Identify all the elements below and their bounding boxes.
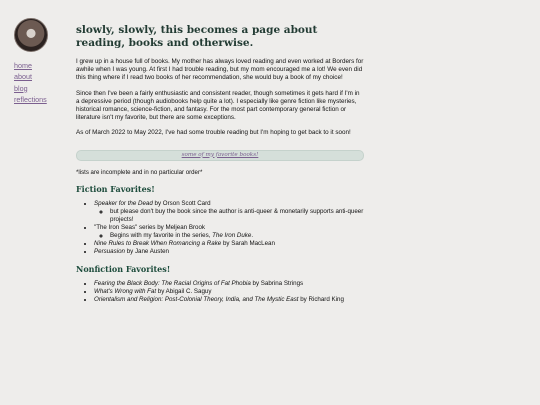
book-author: by Sarah MacLean [221,240,275,248]
list-item [94,280,364,288]
intro-paragraph: I grew up in a house full of books. My mother has always loved reading and even worked at Borders for awhile when I was young. At first I had trouble reading, but my mom encouraged me a lot! We even did this thing where if I read two books of her recommendation, she would buy a book of my choice! [76,58,364,82]
sub-list [94,208,364,224]
sub-list-item [110,232,364,240]
nonfiction-list [76,280,364,304]
page-title: slowly, slowly, this becomes a page about reading, books and otherwise. [76,24,318,49]
book-title: Nine Rules to Break When Romancing a Rake [94,240,222,248]
nav-link-blog[interactable]: blog [14,83,28,93]
sub-text: . [251,232,254,239]
fiction-list [76,200,364,257]
book-title: Persuasion [94,248,125,256]
nav-link-about[interactable]: about [14,72,32,82]
list-item [94,224,364,240]
nav-link-reflections[interactable]: reflections [14,95,47,105]
sub-list [94,232,364,240]
book-author: by Richard King [298,296,344,304]
book-title: Fearing the Black Body: The Racial Origins of Fat Phobia [94,280,251,288]
book-author: by Sabrina Strings [250,280,304,288]
sidebar-nav [14,60,47,106]
sub-list-item: ◦ but please don't buy the book since the author is anti-queer & monetarily supports anti-queer projects! [110,208,364,224]
favorites-link[interactable]: some of my favorite books! [181,151,259,158]
list-item [94,296,364,304]
fiction-heading: Fiction Favorites! [76,183,155,194]
book-title: What's Wrong with Fat [94,288,157,296]
avatar [14,18,48,52]
book-title: Orientalism and Religion: Post-Colonial Theory, India, and The Mystic East [94,296,299,304]
lists-note: *lists are incomplete and in no particular order* [76,168,203,176]
list-item [94,248,364,256]
book-title: Speaker for the Dead [94,199,153,207]
sub-text: Begins with my favorite in the series, [110,232,213,239]
list-item [94,240,364,248]
book-author: by Jane Austen [124,248,169,256]
nav-link-home[interactable]: home [14,61,32,70]
favorites-toggle[interactable] [76,150,364,161]
book-author: by Orson Scott Card [152,199,211,207]
list-item [94,200,364,224]
status-paragraph: As of March 2022 to May 2022, I've had some trouble reading but I'm hoping to get back to it soon! [76,129,351,137]
book-series: "The Iron Seas" series by Meljean Brook [94,223,206,231]
reading-habits-paragraph: Since then I've been a fairly enthusiastic and consistent reader, though sometimes it gets hard if I'm in a depressive period (though audiobooks help quite a lot). I especially like genre fiction like mysteries, historical romance, science-fiction, and fantasy. For the most part contemporary general fiction or literature isn't my favorite, but there are some exceptions. [76,89,360,122]
nonfiction-heading: Nonfiction Favorites! [76,264,171,275]
list-item [94,288,364,296]
main-content [76,24,364,313]
book-author: by Abigail C. Saguy [156,288,212,296]
book-title: The Iron Duke [212,232,252,239]
